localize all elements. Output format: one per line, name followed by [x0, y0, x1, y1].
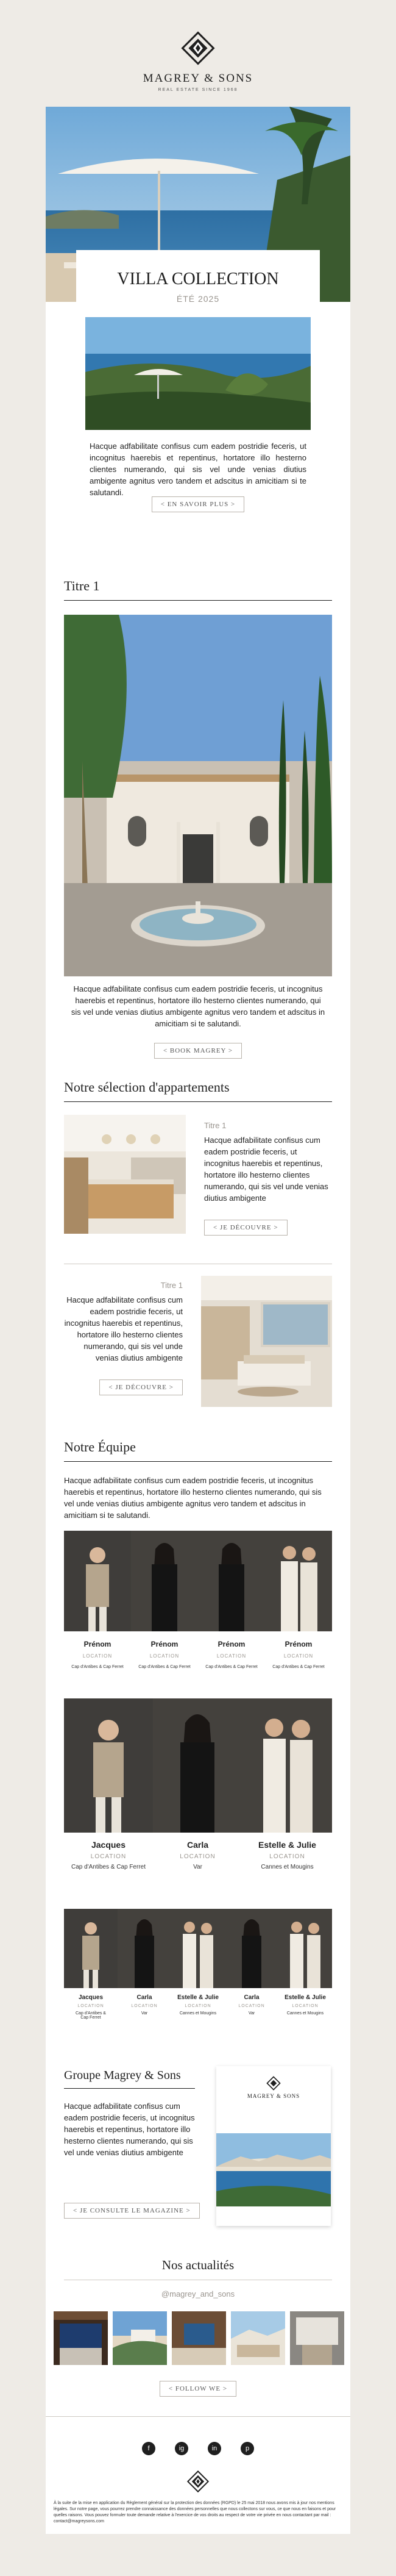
member-name: Jacques — [78, 1994, 104, 2001]
instagram-handle[interactable]: @magrey_and_sons — [161, 2289, 235, 2299]
member-area: Cap d'Antibes & Cap Ferret — [138, 1665, 191, 1669]
brand-tagline: REAL ESTATE SINCE 1968 — [158, 88, 238, 92]
member-location-label: LOCATION — [180, 1853, 216, 1860]
apartment-1-title: Titre 1 — [204, 1121, 227, 1130]
feed-photo[interactable] — [172, 2311, 226, 2365]
more-info-button[interactable]: < EN SAVOIR PLUS > — [152, 496, 245, 512]
apartments-title: Notre sélection d'appartements — [64, 1079, 230, 1095]
member-location-label: LOCATION — [149, 1653, 180, 1659]
instagram-feed — [54, 2311, 342, 2365]
team-divider — [64, 1461, 332, 1462]
member-area: Cannes et Mougins — [179, 2011, 217, 2016]
member-location-label: LOCATION — [90, 1853, 127, 1860]
member-name: Estelle & Julie — [177, 1994, 219, 2001]
member-area: Cap d'Antibes & Cap Ferret — [272, 1665, 325, 1669]
team-grid-4 — [64, 1531, 332, 1669]
member-name: Prénom — [150, 1640, 179, 1648]
apartment-1-button[interactable]: < JE DÉCOUVRE > — [204, 1220, 288, 1236]
team-member — [265, 1640, 332, 1669]
brand-name: MAGREY & SONS — [143, 72, 253, 85]
team-member — [171, 1994, 225, 2020]
team-photo — [64, 1698, 153, 1833]
team-member — [278, 1994, 332, 2020]
member-location-label: LOCATION — [185, 2004, 211, 2008]
apartment-2-title: Titre 1 — [160, 1281, 183, 1290]
apartment-1-text: Hacque adfabilitate confisus cum eadem postridie feceris, ut incognitus haerebis et repentinus, hortatore illo hesterno clientes numerando, qui sis vel unde venias diutius ambigente — [204, 1136, 328, 1203]
team-photo — [265, 1531, 332, 1631]
magazine-logo-icon — [266, 2076, 281, 2091]
member-location-label: LOCATION — [82, 1653, 113, 1659]
magazine-cover[interactable] — [216, 2066, 331, 2226]
team-grid-3 — [64, 1698, 332, 1870]
member-area: Cap d'Antibes & Cap Ferret — [76, 2011, 106, 2020]
member-name: Carla — [136, 1994, 152, 2001]
team-grid-5-photos — [64, 1909, 332, 1988]
feed-photo[interactable] — [290, 2311, 344, 2365]
team-photo — [118, 1909, 171, 1988]
team-photo — [64, 1531, 131, 1631]
member-area: Cannes et Mougins — [261, 1864, 314, 1870]
hero-title: VILLA COLLECTION — [117, 270, 279, 288]
footer-divider — [46, 2416, 350, 2417]
team-title: Notre Équipe — [64, 1439, 136, 1454]
member-area: Var — [193, 1864, 202, 1870]
member-name: Carla — [186, 1840, 209, 1850]
team-photo — [153, 1698, 242, 1833]
team-photo — [198, 1531, 265, 1631]
team-grid-5-labels — [64, 1994, 332, 2020]
member-location-label: LOCATION — [283, 1653, 314, 1659]
team-grid-3-labels — [64, 1840, 332, 1870]
section1-divider — [64, 600, 332, 601]
team-photo — [171, 1909, 225, 1988]
group-divider — [64, 2088, 195, 2089]
team-member — [118, 1994, 171, 2020]
team-photo — [225, 1909, 278, 1988]
member-area: Var — [248, 2011, 255, 2016]
team-member — [131, 1640, 198, 1669]
team-photo — [131, 1531, 198, 1631]
feed-photo[interactable] — [54, 2311, 108, 2365]
footer-logo-icon[interactable] — [186, 2470, 210, 2493]
feed-photo[interactable] — [231, 2311, 285, 2365]
member-name: Jacques — [91, 1840, 126, 1850]
follow-button-label: FOLLOW WE — [175, 2385, 221, 2392]
section1-text: Hacque adfabilitate confisus cum eadem postridie feceris, ut incognitus haerebis et repentinus, hortatore illo hesterno clientes numerando, qui sis vel unde venias diutius ambigente agnitus vero tandem et adscitus in amicitiam si te salutandi. — [71, 984, 325, 1028]
member-location-label: LOCATION — [292, 2004, 319, 2008]
facebook-icon[interactable]: f — [142, 2442, 155, 2455]
member-area: Cap d'Antibes & Cap Ferret — [205, 1665, 258, 1669]
magazine-button[interactable]: < JE CONSULTE LE MAGAZINE > — [64, 2203, 200, 2219]
social-links — [46, 2442, 350, 2455]
member-name: Estelle & Julie — [285, 1994, 326, 2001]
member-location-label: LOCATION — [77, 2004, 104, 2008]
team-photo — [242, 1698, 332, 1833]
news-title: Nos actualités — [161, 2258, 235, 2272]
member-name: Prénom — [217, 1640, 246, 1648]
group-title: Groupe Magrey & Sons — [64, 2069, 181, 2082]
apartments-divider — [64, 1101, 332, 1102]
team-member — [64, 1840, 153, 1870]
villa-image — [64, 615, 332, 976]
magazine-button-label: JE CONSULTE LE MAGAZINE — [79, 2207, 184, 2214]
book-magrey-button[interactable]: < BOOK MAGREY > — [154, 1043, 242, 1059]
apartment-2-button-label: JE DÉCOUVRE — [115, 1384, 168, 1391]
pinterest-icon[interactable]: p — [241, 2442, 254, 2455]
member-name: Prénom — [83, 1640, 111, 1648]
hero-text: Hacque adfabilitate confisus cum eadem postridie feceris, ut incognitus haerebis et repentinus, hortatore illo hesterno clientes numerando, qui sis vel unde venias diutius ambigente agnitus vero tandem et adscitus in amicitiam si te salutandi. — [90, 442, 306, 497]
header — [0, 0, 396, 107]
team-grid-4-photos — [64, 1531, 332, 1631]
team-member — [64, 1640, 131, 1669]
team-member — [153, 1840, 242, 1870]
member-name: Estelle & Julie — [258, 1840, 316, 1850]
section1-title: Titre 1 — [64, 578, 100, 593]
legal-text: À la suite de la mise en application du Règlement général sur la protection des données (RGPD) le 25 mai 2018 nous avons mis à jour nos mentions légales. Sur notre page, vous pourrez prendre connaissance des données personnelles que nous collectons sur vous, ce que nous en faisons et pour quelles raisons. Vous pouvez formuler toute demande relative à l'exercice de vos droits au respect de votre vie privée en nous contactant par mail : contact@magreysons.com — [54, 2501, 336, 2524]
hero-card-image — [85, 317, 311, 430]
team-photo — [278, 1909, 332, 1988]
team-member — [198, 1640, 265, 1669]
team-member — [242, 1840, 332, 1870]
apartment-2-text: Hacque adfabilitate confisus cum eadem postridie feceris, ut incognitus haerebis et repentinus, hortatore illo hesterno clientes numerando, qui sis vel unde venias diutius ambigente — [64, 1295, 183, 1362]
instagram-icon[interactable]: ig — [175, 2442, 188, 2455]
team-text: Hacque adfabilitate confisus cum eadem postridie feceris, ut incognitus haerebis et repentinus, hortatore illo hesterno clientes numerando, qui sis vel unde venias diutius ambigente agnitus vero tandem et adscitus in amicitiam si te salutandi. — [64, 1476, 322, 1520]
member-area: Cannes et Mougins — [286, 2011, 324, 2016]
member-area: Cap d'Antibes & Cap Ferret — [71, 1665, 124, 1669]
magazine-brand: MAGREY & SONS — [247, 2093, 300, 2099]
linkedin-icon[interactable]: in — [208, 2442, 221, 2455]
apartment-2-button[interactable]: < JE DÉCOUVRE > — [99, 1379, 183, 1395]
member-area: Cap d'Antibes & Cap Ferret — [71, 1864, 146, 1870]
team-grid-4-labels — [64, 1640, 332, 1669]
member-name: Carla — [244, 1994, 260, 2001]
hero-card — [76, 250, 320, 531]
team-grid-3-photos — [64, 1698, 332, 1833]
team-member — [64, 1994, 118, 2020]
team-grid-5 — [64, 1909, 332, 2020]
member-location-label: LOCATION — [238, 2004, 265, 2008]
member-name: Prénom — [285, 1640, 313, 1648]
group-text: Hacque adfabilitate confisus cum eadem postridie feceris, ut incognitus haerebis et repentinus, hortatore illo hesterno clientes numerando, qui sis vel unde venias diutius ambigente — [64, 2102, 195, 2157]
hero-season: ÉTÉ 2025 — [176, 294, 220, 304]
member-location-label: LOCATION — [216, 1653, 247, 1659]
team-member — [225, 1994, 278, 2020]
member-location-label: LOCATION — [269, 1853, 305, 1860]
brand-logo-icon[interactable] — [180, 30, 216, 66]
more-info-button-label: EN SAVOIR PLUS — [167, 501, 229, 508]
apartment-1-image — [64, 1115, 186, 1234]
follow-button[interactable]: < FOLLOW WE > — [160, 2381, 236, 2397]
apartment-1-button-label: JE DÉCOUVRE — [219, 1224, 272, 1231]
team-photo — [64, 1909, 118, 1988]
book-magrey-button-label: BOOK MAGREY — [169, 1047, 227, 1054]
feed-photo[interactable] — [113, 2311, 167, 2365]
member-location-label: LOCATION — [131, 2004, 158, 2008]
member-area: Var — [141, 2011, 148, 2016]
apartment-2-image — [201, 1276, 332, 1407]
